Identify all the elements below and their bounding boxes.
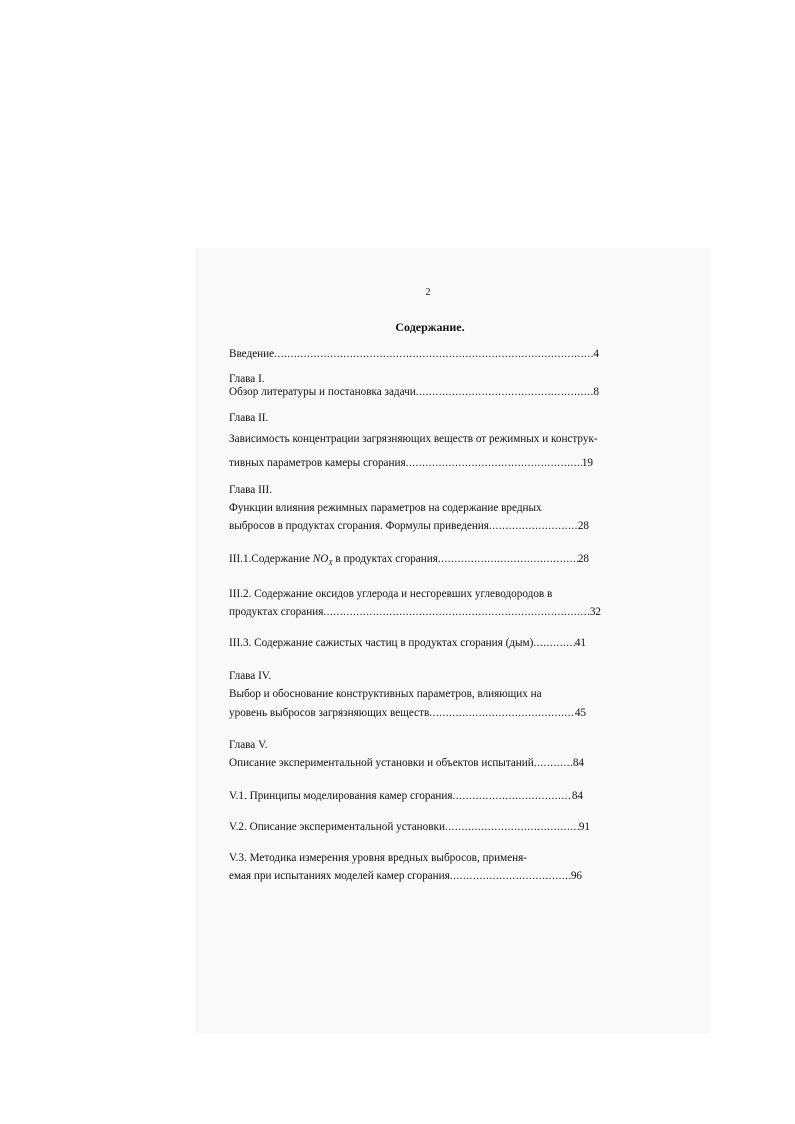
toc-entry-chapter-1[interactable] [229,385,599,399]
toc-page-number: 91 [578,821,590,833]
toc-entry-section-5-3[interactable] [229,869,582,883]
toc-entry-chapter-4[interactable] [229,706,586,720]
chapter-5-label: Глава V. [229,739,268,751]
toc-entry-text: уровень выбросов загрязняющих веществ [229,707,430,719]
toc-entry-intro[interactable] [229,347,599,361]
toc-page-number: 8 [593,386,599,398]
toc-entry-section-3-3[interactable] [229,636,586,650]
toc-page-number: 19 [581,457,593,469]
toc-entry-text: Описание экспериментальной установки и объектов испытаний [229,757,534,769]
toc-entry-text: тивных параметров камеры сгорания [229,457,406,469]
section-3-2-title-line1: III.2. Содержание оксидов углерода и несгоревших углеводородов в [229,588,553,600]
toc-page-number: 32 [589,606,601,618]
toc-page-number: 28 [577,520,589,532]
toc-entry-text: емая при испытаниях моделей камер сгорания [229,870,450,882]
chapter-4-title-line1: Выбор и обоснование конструктивных параметров, влияющих на [229,688,542,700]
chapter-3-label: Глава III. [229,484,273,496]
nox-formula: $NO_X$ [312,553,333,568]
toc-page-number: 28 [577,553,589,565]
chapter-1-label: Глава I. [229,373,265,385]
toc-page-number: 96 [570,870,582,882]
toc-entry-text: III.3. Содержание сажистых частиц в продуктах сгорания (дым) [229,637,534,649]
section-5-3-title-line1: V.3. Методика измерения уровня вредных выбросов, применя- [229,852,528,864]
toc-entry-text: Введение [229,348,275,360]
toc-entry-text: V.2. Описание экспериментальной установки [229,821,445,833]
toc-page-number: 45 [574,707,586,719]
toc-page-number: 84 [571,790,583,802]
toc-entry-chapter-2[interactable] [229,456,593,470]
toc-entry-text: V.1. Принципы моделирования камер сгорания [229,790,453,802]
chapter-4-label: Глава IV. [229,670,272,682]
chapter-2-title-line1: Зависимость концентрации загрязняющих веществ от режимных и конструк- [229,433,598,445]
chapter-2-label: Глава II. [229,412,269,424]
toc-page-number: 41 [574,637,586,649]
toc-page-number: 4 [593,348,599,360]
toc-entry-section-3-1[interactable] [229,552,589,570]
toc-entry-text: продуктах сгорания [229,606,324,618]
toc-entry-text: III.1.Содержание $NO_X$ в продуктах сгорания [229,553,438,568]
chapter-3-title-line1: Функции влияния режимных параметров на содержание вредных [229,502,542,514]
toc-entry-text: выбросов в продуктах сгорания. Формулы приведения [229,520,489,532]
toc-entry-section-5-2[interactable] [229,820,590,834]
toc-entry-text: Обзор литературы и постановка задачи [229,386,416,398]
toc-entry-chapter-3[interactable] [229,519,589,533]
toc-page-number: 84 [572,757,584,769]
page-number: 2 [425,287,431,298]
toc-entry-chapter-5[interactable] [229,756,584,770]
toc-entry-section-5-1[interactable] [229,789,583,803]
page-title: Содержание. [395,320,465,334]
toc-entry-section-3-2[interactable] [229,605,601,619]
